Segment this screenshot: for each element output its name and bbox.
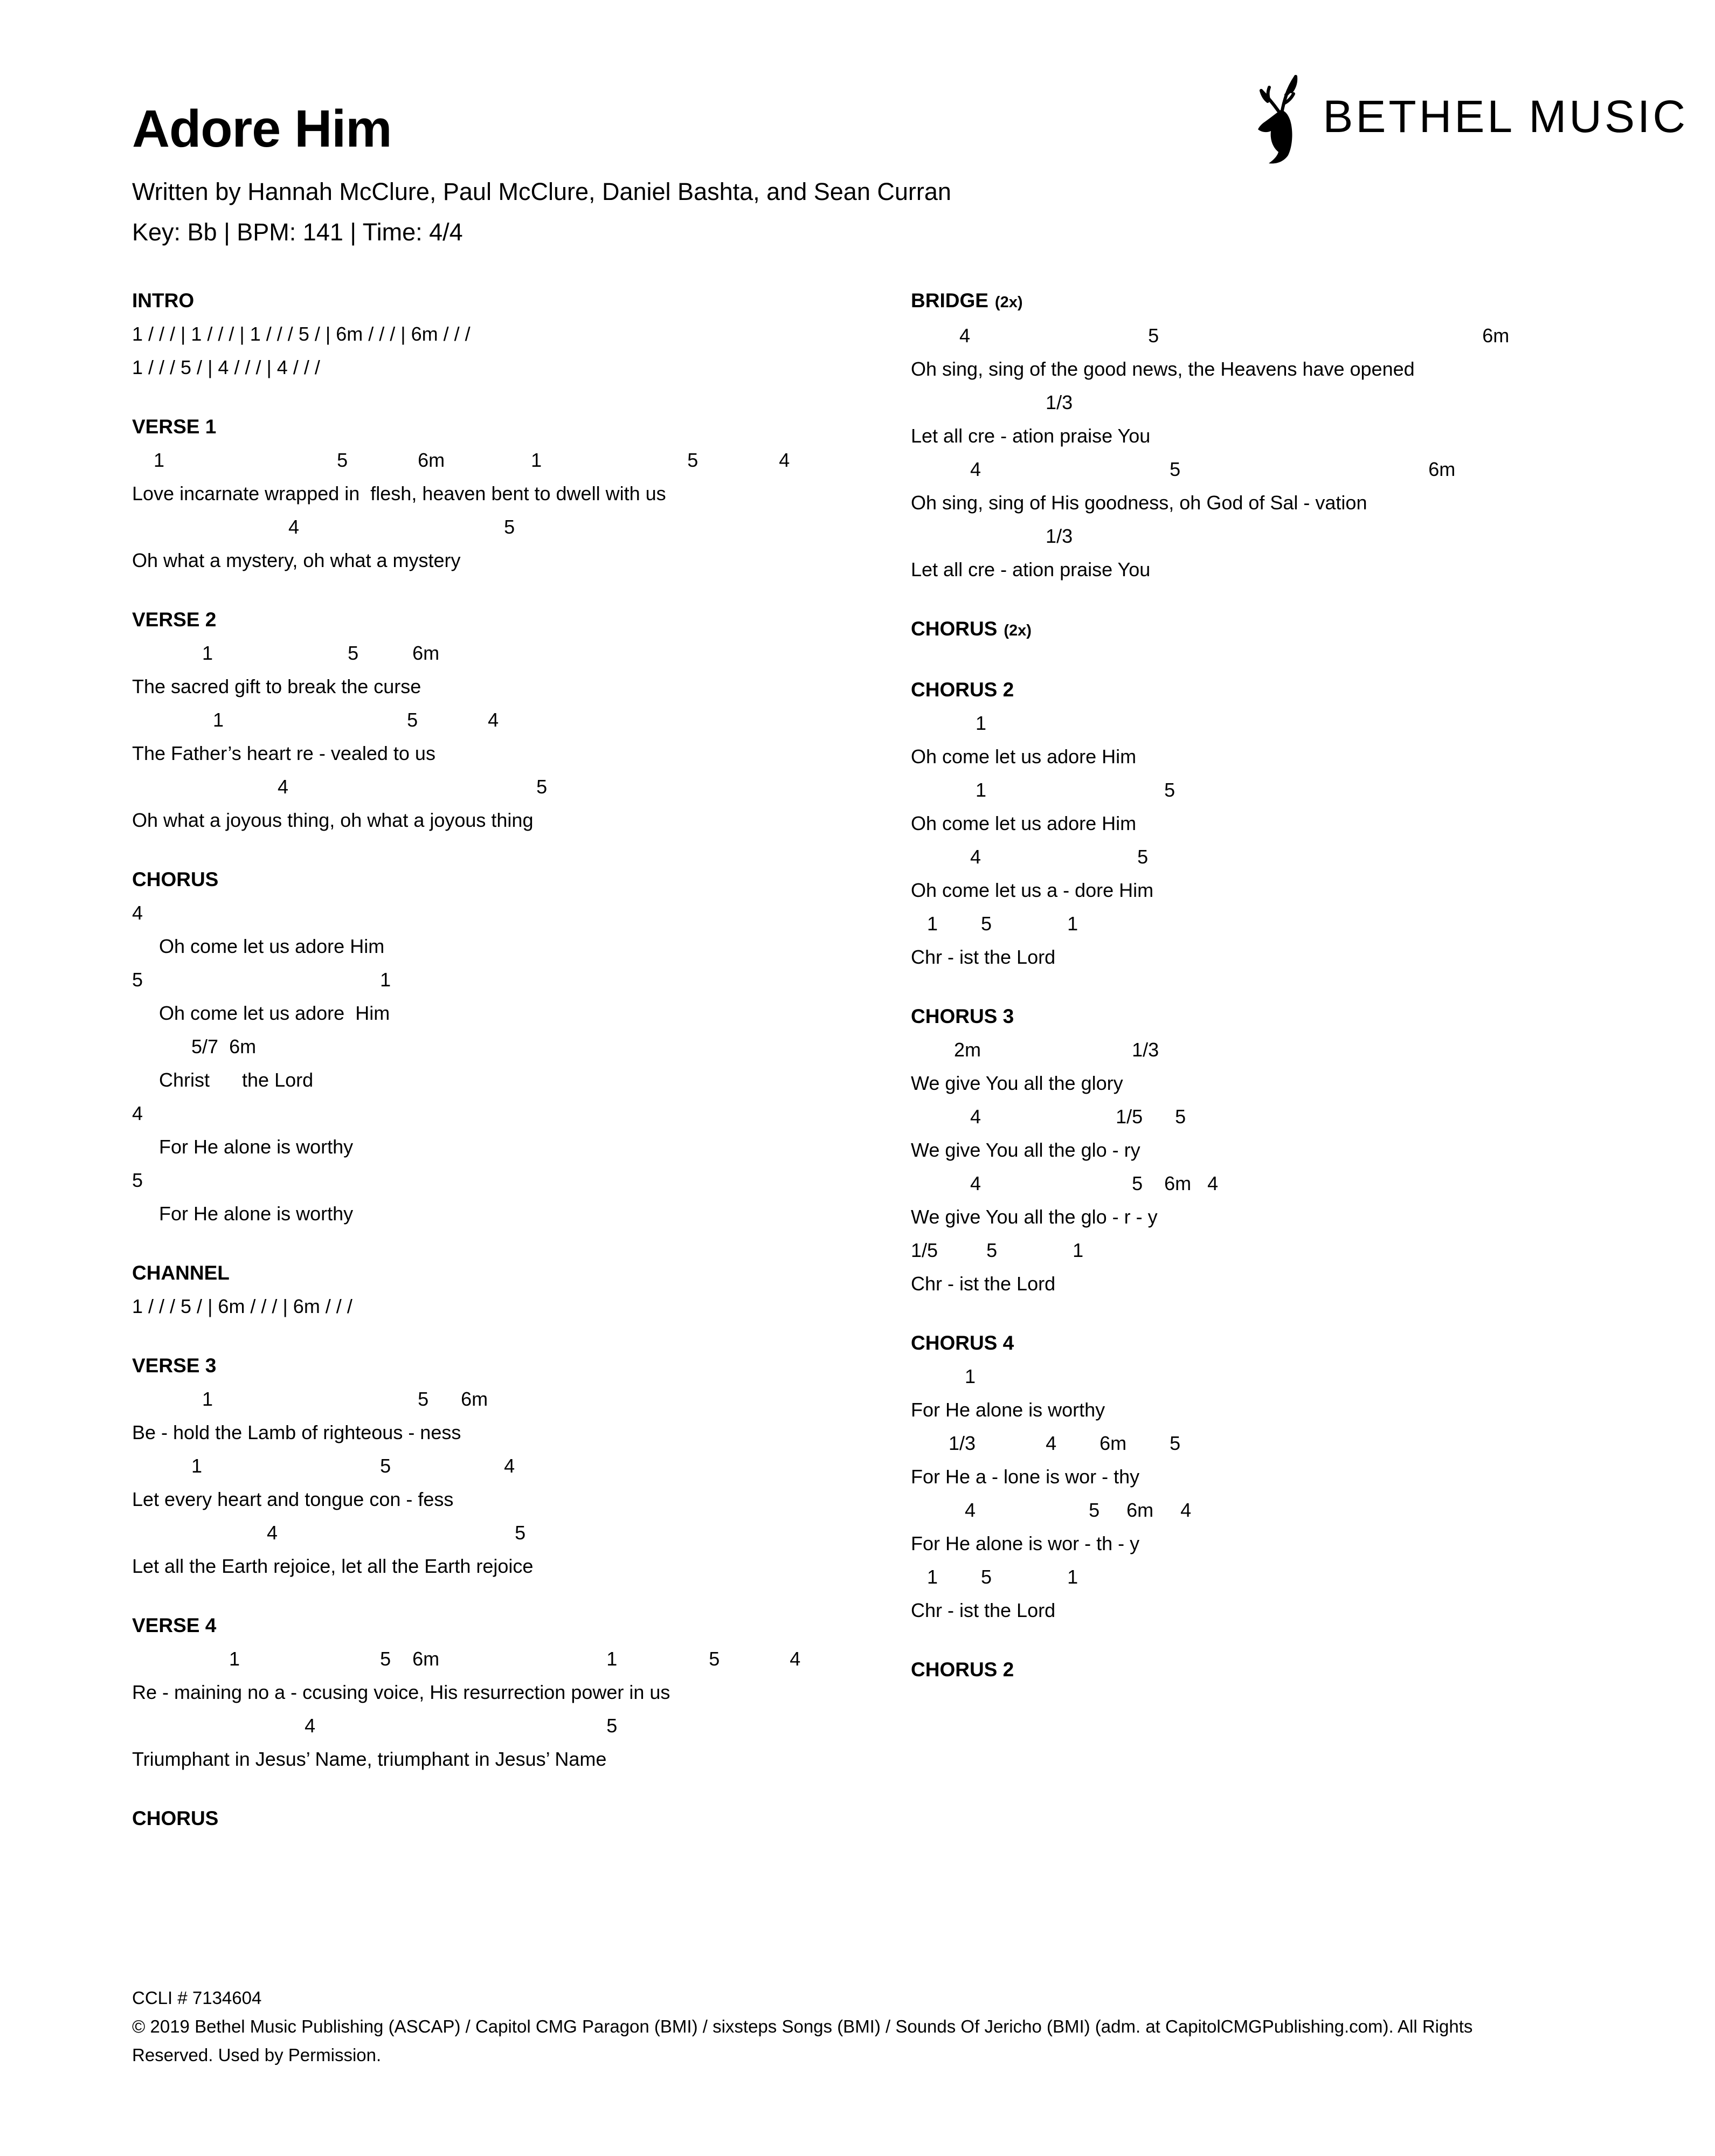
song-section [911, 1326, 1687, 1627]
chord-line: 1 5 4 [132, 709, 499, 731]
chord-line: 1 5 6m [132, 1388, 488, 1410]
song-columns [132, 284, 1687, 1835]
song-section [132, 1802, 911, 1835]
chord-line: 5/7 6m [132, 1035, 257, 1058]
chord-line: 4 [132, 902, 143, 924]
chord-line: 1 5 4 [132, 1455, 515, 1477]
lyric-line: Oh sing, sing of the good news, the Heavens have opened [911, 358, 1415, 380]
chord-line: 4 [132, 1102, 143, 1124]
section-repeat-suffix: (2x) [994, 294, 1023, 311]
section-label-text: VERSE 2 [132, 609, 217, 631]
copyright-line-2: Reserved. Used by Permission. [132, 2045, 382, 2065]
song-section [132, 863, 911, 1231]
lyric-line: Let every heart and tongue con - fess [132, 1488, 454, 1510]
chord-line: 4 1/5 5 [911, 1105, 1186, 1128]
chord-line: 1 5 [911, 779, 1175, 801]
lyric-line: The sacred gift to break the curse [132, 675, 421, 697]
chord-line: 1/3 [911, 391, 1073, 413]
song-section [911, 673, 1687, 974]
song-section [132, 1609, 911, 1776]
chord-line: 1 [911, 712, 987, 734]
lyric-line: Triumphant in Jesus’ Name, triumphant in Jesus’ Name [132, 1748, 607, 1770]
lyric-line: We give You all the glo - r - y [911, 1206, 1158, 1228]
lyric-line: Oh come let us a - dore Him [911, 879, 1154, 901]
chord-line: 5 1 [132, 969, 391, 991]
chord-line: 4 5 6m [911, 458, 1456, 480]
section-label-text: CHORUS [911, 618, 998, 640]
song-section [132, 284, 911, 384]
lyric-line: For He alone is worthy [132, 1136, 354, 1158]
chord-line: 1/5 5 1 [911, 1239, 1084, 1261]
section-label [911, 284, 1687, 319]
lyric-line: Christ the Lord [132, 1069, 314, 1091]
lyric-line: Oh come let us adore Him [132, 1002, 390, 1024]
section-label [911, 1653, 1687, 1687]
section-label [911, 1326, 1687, 1360]
logo-text: BETHEL MUSIC [1323, 91, 1688, 142]
song-section [132, 1256, 911, 1323]
song-section [911, 1000, 1687, 1301]
section-label-text: VERSE 3 [132, 1355, 217, 1377]
chord-line: 1 / / / 5 / | 4 / / / | 4 / / / [132, 356, 320, 378]
chord-line: 4 5 [132, 516, 515, 538]
chord-line: 1 5 1 [911, 913, 1078, 935]
lyric-line: For He alone is worthy [911, 1399, 1105, 1421]
lyric-line: Be - hold the Lamb of righteous - ness [132, 1421, 461, 1443]
lyric-line: Let all cre - ation praise You [911, 425, 1151, 447]
section-label [911, 673, 1687, 707]
chord-line: 1/3 4 6m 5 [911, 1432, 1181, 1454]
chord-line: 5 [132, 1169, 143, 1191]
chord-line: 4 5 [132, 776, 548, 798]
lyric-line: Oh sing, sing of His goodness, oh God of Sal - vation [911, 492, 1367, 514]
lyric-line: Let all cre - ation praise You [911, 558, 1151, 581]
chord-line: 1 5 6m 1 5 4 [132, 449, 790, 471]
section-label [132, 863, 911, 896]
chord-line: 4 5 [132, 1522, 526, 1544]
section-label [132, 1349, 911, 1383]
chord-line: 4 5 [911, 846, 1149, 868]
section-label [132, 1609, 911, 1642]
chord-line: 1/3 [911, 525, 1073, 547]
lyric-line: Re - maining no a - ccusing voice, His resurrection power in us [132, 1681, 670, 1703]
section-label-text: CHORUS [132, 1807, 219, 1829]
chord-line: 1 / / / | 1 / / / | 1 / / / 5 / | 6m / / / | 6m / / / [132, 323, 471, 345]
section-label [911, 612, 1687, 647]
writers-line: Written by Hannah McClure, Paul McClure, Daniel Bashta, and Sean Curran [132, 178, 951, 205]
lyric-line: Oh come let us adore Him [132, 935, 385, 957]
section-label-text: INTRO [132, 289, 195, 312]
section-label [132, 284, 911, 317]
song-section [911, 1653, 1687, 1687]
lyric-line: Oh what a mystery, oh what a mystery [132, 549, 461, 571]
lyric-line: Let all the Earth rejoice, let all the Earth rejoice [132, 1555, 534, 1577]
chord-line: 1 [911, 1365, 976, 1387]
section-label [911, 1000, 1687, 1033]
section-label [132, 1802, 911, 1835]
key-bpm-time-line: Key: Bb | BPM: 141 | Time: 4/4 [132, 218, 463, 246]
song-section [132, 1349, 911, 1583]
section-label-text: CHORUS 2 [911, 1659, 1014, 1681]
chord-line: 4 5 6m [911, 324, 1510, 347]
lyric-line: For He alone is worthy [132, 1203, 354, 1225]
song-section [132, 410, 911, 577]
right-column [911, 284, 1687, 1835]
lyric-line: Oh come let us adore Him [911, 745, 1137, 768]
lyric-line: For He a - lone is wor - thy [911, 1466, 1140, 1488]
left-column [132, 284, 911, 1835]
section-label [132, 410, 911, 444]
ccli-number: CCLI # 7134604 [132, 1988, 262, 2008]
section-label-text: CHORUS [132, 868, 219, 890]
section-label-text: VERSE 1 [132, 416, 217, 438]
song-section [132, 603, 911, 837]
lyric-line: The Father’s heart re - vealed to us [132, 742, 435, 764]
chord-line: 4 5 6m 4 [911, 1499, 1192, 1521]
lyric-line: For He alone is wor - th - y [911, 1532, 1140, 1554]
copyright-line-1: © 2019 Bethel Music Publishing (ASCAP) / Capitol CMG Paragon (BMI) / sixsteps Songs (BMI) / Sounds Of Jericho (BMI) (adm. at CapitolCMGPublishing.com). All Rights [132, 2016, 1473, 2036]
chord-line: 4 5 [132, 1715, 618, 1737]
section-label-text: CHORUS 3 [911, 1005, 1014, 1027]
section-label-text: CHORUS 2 [911, 679, 1014, 701]
section-label-text: CHORUS 4 [911, 1332, 1014, 1354]
footer [132, 1984, 1472, 2069]
lyric-line: Love incarnate wrapped in flesh, heaven bent to dwell with us [132, 482, 666, 505]
section-label [132, 1256, 911, 1290]
lyric-line: Oh come let us adore Him [911, 812, 1137, 834]
chord-line: 1 5 1 [911, 1566, 1078, 1588]
chord-line: 4 5 6m 4 [911, 1172, 1219, 1194]
section-repeat-suffix: (2x) [1004, 622, 1032, 639]
chord-line: 1 5 6m 1 5 4 [132, 1648, 801, 1670]
section-label-text: BRIDGE [911, 289, 988, 312]
bethel-music-logo [1255, 68, 1688, 165]
section-label-text: VERSE 4 [132, 1614, 217, 1636]
lyric-line: We give You all the glo - ry [911, 1139, 1140, 1161]
page-title: Adore Him [132, 99, 392, 158]
lyric-line: Chr - ist the Lord [911, 946, 1056, 968]
lyric-line: Chr - ist the Lord [911, 1273, 1056, 1295]
section-label-text: CHANNEL [132, 1262, 230, 1284]
chord-line: 1 5 6m [132, 642, 440, 664]
song-section [911, 612, 1687, 647]
song-section [911, 284, 1687, 586]
lyric-line: Oh what a joyous thing, oh what a joyous thing [132, 809, 534, 831]
section-label [132, 603, 911, 637]
lyric-line: We give You all the glory [911, 1072, 1123, 1094]
lyric-line: Chr - ist the Lord [911, 1599, 1056, 1621]
chord-line: 2m 1/3 [911, 1039, 1159, 1061]
deer-icon [1255, 68, 1306, 165]
chord-line: 1 / / / 5 / | 6m / / / | 6m / / / [132, 1295, 352, 1317]
